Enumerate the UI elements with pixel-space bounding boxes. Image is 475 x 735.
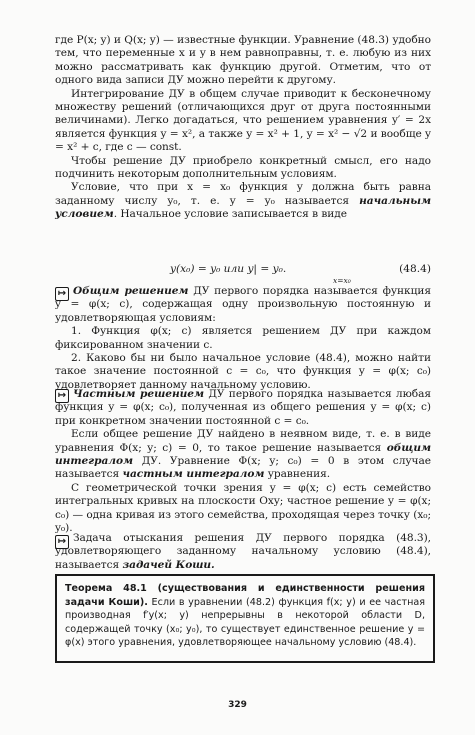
paragraph-implicit: Если общее решение ДУ найдено в неявном виде, т. е. в виде уравнения Φ(x; y; c) = 0, то такое решение называется общим интегралом ДУ. Уравнение Φ(x; y; c₀) = 0 в этом случае называется частным интегралом уравнения. xyxy=(55,428,431,481)
definition-icon: ↦ xyxy=(55,535,69,549)
term-particular-integral: частным интегралом xyxy=(122,468,265,481)
term-general-solution: Общим решением xyxy=(73,285,189,297)
text-block-definitions xyxy=(55,285,431,392)
theorem-text: Если в уравнении (48.2) функция f(x; y) и ее частная производная f′y(x; y) непрерывны в некоторой области D, содержащей точку (x₀; y₀), то существует единственное решение y = φ(x) этого уравнения, удовлетворяющее начальному условию (48.4). xyxy=(65,596,425,648)
paragraph-geometric: С геометрической точки зрения y = φ(x; c) есть семейство интегральных кривых на плоскости Oxy; частное решение y = φ(x; c₀) — одна кривая из этого семейства, проходящая через точку (x₀; y₀). xyxy=(55,481,431,535)
text-block-top xyxy=(55,34,431,222)
condition-item-1: 1. Функция φ(x; c) является решением ДУ при каждом фиксированном значении c. xyxy=(55,325,431,351)
definition-particular-solution: Частным решением ДУ первого порядка называется любая функция y = φ(x; c₀), полученная из общего решения y = φ(x; c) при конкретном значении постоянной c = c₀. xyxy=(55,388,431,427)
text-block-particular xyxy=(55,388,431,535)
formula-subscript: x=x₀ xyxy=(333,276,351,285)
definition-icon: ↦ xyxy=(55,389,69,403)
paragraph-conditions: Чтобы решение ДУ приобрело конкретный смысл, его надо подчинить некоторым дополнительным условиям. xyxy=(55,154,431,181)
paragraph-initial-condition: Условие, что при x = x₀ функция y должна быть равна заданному числу y₀, т. е. y = y₀ называется начальным условием. Начальное условие записывается в виде xyxy=(55,181,431,221)
formula-number: (48.4) xyxy=(399,263,431,275)
text-block-cauchy xyxy=(55,532,431,572)
paragraph-integration: Интегрирование ДУ в общем случае приводит к бесконечному множеству решений (отличающихся друг от друга постоянными величинами). Легко догадаться, что решением уравнения y′ = 2x является функция y = x², а также y = x² + 1, y = x² − √2 и вообще y = x² + c, где c — const. xyxy=(55,87,431,154)
term-cauchy-problem: задачей Коши. xyxy=(122,558,215,571)
term-general-integral: общим интегралом xyxy=(55,441,431,468)
condition-item-2: 2. Каково бы ни было начальное условие (48.4), можно найти такое значение постоянной c = c₀, что функция y = φ(x; c₀) удовлетворяет данному начальному условию. xyxy=(55,352,431,391)
definition-icon: ↦ xyxy=(55,287,69,301)
term-particular-solution: Частным решением xyxy=(73,388,204,400)
paragraph-intro: где P(x; y) и Q(x; y) — известные функции. Уравнение (48.3) удобно тем, что переменные x и y в нем равноправны, т. е. любую из них можно рассматривать как функцию другой. Отметим, что от одного вида записи ДУ можно перейти к другому. xyxy=(55,34,431,87)
definition-general-solution: Общим решением ДУ первого порядка называется функция y = φ(x; c), содержащая одну произвольную постоянную и удовлетворяющая условиям: xyxy=(55,285,431,324)
formula-text: y(x₀) = y₀ или y| = y₀. xyxy=(170,263,287,275)
paragraph-cauchy-problem: Задача отыскания решения ДУ первого порядка (48.3), удовлетворяющего заданному начальному условию (48.4), называется задачей Коши. xyxy=(55,532,431,571)
theorem-box xyxy=(55,574,435,663)
theorem-title: Теорема 48.1 (существования и единственности решения задачи Коши). xyxy=(65,583,425,608)
term-initial-condition: начальным условием xyxy=(55,194,431,221)
page-number: 329 xyxy=(228,700,247,710)
